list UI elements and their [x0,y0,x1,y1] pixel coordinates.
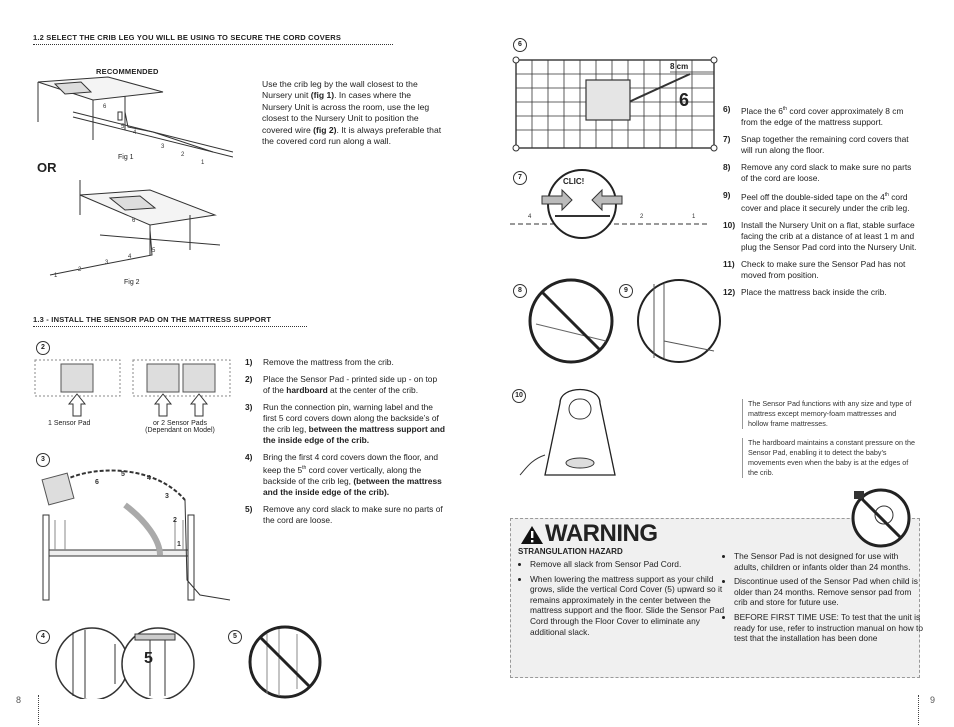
warning-item: • Remove all slack from Sensor Pad Cord. [530,559,725,570]
fig1-caption: Fig 1 [118,154,134,161]
fig2-num: 4 [128,254,132,260]
step-3: 3) Run the connection pin, warning label and the first 5 cord covers down along the backside’s of the crib leg, between the mattress support and the inside edge of the crib. [245,402,445,445]
nursery-unit-illustration [515,385,630,485]
fig2-num: 1 [54,273,58,279]
section-1-3-title: 1.3 - INSTALL THE SENSOR PAD ON THE MATTRESS SUPPORT [33,315,272,324]
sensor-pad-figure [33,358,233,418]
page-edge-left [38,695,39,725]
figure-7-snap-illustration [510,168,720,240]
step-7: 7) Snap together the remaining cord covers that will run along the floor. [723,133,909,155]
cover-6-label: 6 [679,90,690,110]
figure-8-prohibited [526,276,616,366]
step-8: 8) Remove any cord slack to make sure no parts of the cord are loose. [723,161,912,183]
warning-item: • When lowering the mattress support as your child grows, slide the vertical Cord Cover (5) upward so it remains approximately in the center between the mattress support and the floor. Slide the Sensor Pad Cord through the Floor Cover to eliminate any additional slack. [530,574,725,638]
warning-triangle-icon [520,525,544,545]
step-1: 1) Remove the mattress from the crib. [245,357,394,367]
warning-list-left [518,559,725,641]
warning-item: • BEFORE FIRST TIME USE: To test that the unit is ready for use, refer to instruction manual on how to test that the installation has been done [734,612,924,644]
fig2-caption: Fig 2 [124,279,140,286]
cord-num: 5 [121,471,125,478]
step-11: 11) Check to make sure the Sensor Pad has not moved from position. [723,258,906,280]
fig7-num: 4 [528,214,532,220]
fig1-num: 1 [201,160,205,166]
figure-4-cover-number: 5 [144,650,153,667]
figure-8-number: 8 [513,284,527,298]
page-number-right: 9 [930,695,936,705]
install-steps-right [723,104,918,304]
distance-label: 8 cm [670,62,689,71]
warning-item: • The Sensor Pad is not designed for use with adults, children or infants older than 24 months. [734,551,924,572]
fig7-num: 1 [692,214,696,220]
cord-num: 2 [173,517,177,524]
hazard-title: STRANGULATION HAZARD [518,547,623,556]
step-2: 2) Place the Sensor Pad - printed side up - on top of the hardboard at the center of the crib. [245,374,438,395]
note-mattress-types: The Sensor Pad functions with any size and type of mattress except memory-foam mattresses and hollow frame mattresses. [742,399,916,429]
cord-num: 6 [95,479,99,486]
fig1-num: 6 [103,104,107,110]
warning-title: WARNING [545,520,658,547]
step-6: 6) Place the 6th cord cover approximately 8 cm from the edge of the mattress support. [723,104,904,127]
figure-4-illustration [55,624,195,699]
figure-5-number: 5 [228,630,242,644]
figure-9-illustration [634,276,724,366]
step-10: 10) Install the Nursery Unit on a flat, stable surface facing the crib at a distance of at least 1 m and plug the Sensor Pad cord into the Nursery Unit. [723,219,917,252]
one-pad-caption: 1 Sensor Pad [48,420,91,427]
cord-routing-figure [35,460,245,610]
page-number-left: 8 [16,695,22,705]
recommended-label: RECOMMENDED [96,67,159,76]
section-1-2-title: 1.2 SELECT THE CRIB LEG YOU WILL BE USING TO SECURE THE CORD COVERS [33,33,342,42]
fig2-num: 3 [105,260,109,266]
figure-6-number: 6 [513,38,527,52]
fig1-num: 3 [161,144,165,150]
figure-2-number: 2 [36,341,50,355]
figure-10-number: 10 [512,389,526,403]
figure-7-number: 7 [513,171,527,185]
step-9: 9) Peel off the double-sided tape on the 4th cord cover and place it securely under the crib leg. [723,189,910,213]
fig2-num: 2 [78,267,82,273]
install-steps-left [245,357,445,532]
cord-num: 1 [177,541,181,548]
section-divider [33,326,307,327]
step-4: 4) Bring the first 4 cord covers down the floor, and keep the 5th cord cover vertically, along the backside of the crib leg, (between the mattress and the inside edge of the crib). [245,452,442,497]
cord-num: 4 [147,475,151,482]
fig1-num: 4 [133,130,137,136]
fig1-num: 5 [121,124,125,130]
baby-prohibited-icon [850,487,912,549]
fig2-num: 6 [132,218,136,224]
note-hardboard: The hardboard maintains a constant pressure on the Sensor Pad, enabling it to detect the baby’s movements even when the baby is at the edges of the crib. [742,438,916,478]
fig2-num: 5 [152,248,156,254]
fig2-crib-illustration [40,180,220,280]
clic-label: CLIC! [563,177,585,186]
warning-list-right [722,551,924,648]
page-edge-right [918,695,919,725]
figure-9-number: 9 [619,284,633,298]
fig7-num: 2 [640,214,644,220]
step-12: 12) Place the mattress back inside the crib. [723,286,887,297]
cord-num: 3 [165,493,169,500]
step-5: 5) Remove any cord slack to make sure no parts of the cord are loose. [245,503,443,525]
or-label: OR [37,160,57,175]
figure-4-number: 4 [36,630,50,644]
figure-5-prohibited [247,624,323,700]
fig1-crib-illustration [33,72,233,167]
warning-item: • Discontinue used of the Sensor Pad when child is older than 24 months. Remove sensor pad from crib and store for future use. [734,576,924,608]
fig1-num: 2 [181,152,185,158]
section-divider [33,44,393,45]
two-pads-caption: or 2 Sensor Pads (Dependant on Model) [145,420,215,434]
figure-3-number: 3 [36,453,50,467]
section-1-2-text: Use the crib leg by the wall closest to the Nursery unit (fig 1). In cases where the Nursery Unit is across the room, use the leg closest to the Nursery Unit to position the covered wire (fig 2). It is always preferable that the covered cord run along a wall. [262,79,442,147]
